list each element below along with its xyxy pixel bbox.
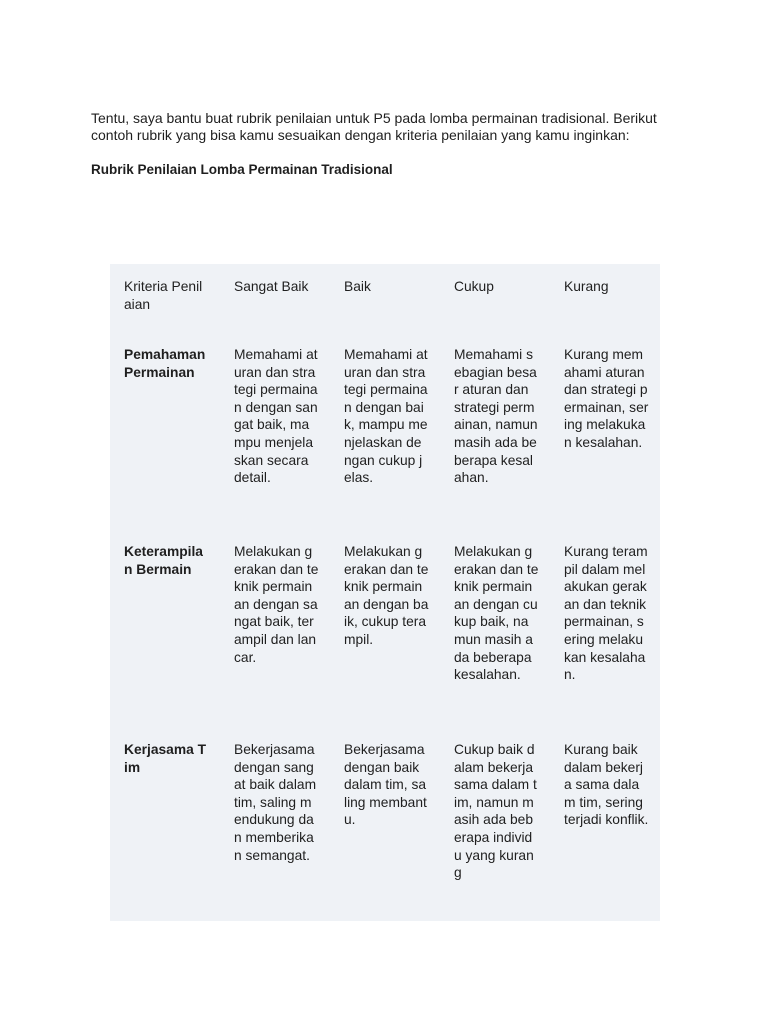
table-cell: Memahami sebagian besar aturan dan strategi permainan, namun masih ada beberapa kesalahan. — [454, 347, 538, 486]
table-header-row — [113, 278, 663, 346]
table-cell: Melakukan gerakan dan teknik permainan dengan baik, cukup terampil. — [344, 544, 429, 647]
header-kurang: Kurang — [564, 279, 609, 294]
rubric-heading: Rubrik Penilaian Lomba Permainan Tradisional — [91, 162, 393, 177]
header-sangat-baik: Sangat Baik — [234, 279, 309, 294]
intro-paragraph: Tentu, saya bantu buat rubrik penilaian untuk P5 pada lomba permainan tradisional. Berikut contoh rubrik yang bisa kamu sesuaikan dengan kriteria penilaian yang kamu inginkan: — [91, 110, 657, 143]
table-cell: Kurang memahami aturan dan strategi permainan, sering melakukan kesalahan. — [564, 347, 649, 450]
table-cell: Cukup baik dalam bekerja sama dalam tim, namun masih ada beberapa individu yang kurang — [454, 742, 537, 881]
table-cell: Melakukan gerakan dan teknik permainan dengan sangat baik, terampil dan lancar. — [234, 544, 319, 665]
header-criteria: Kriteria Penilaian — [124, 279, 203, 312]
table-cell: Memahami aturan dan strategi permainan dengan baik, mampu menjelaskan dengan cukup jelas. — [344, 347, 428, 486]
header-cukup: Cukup — [454, 279, 494, 294]
table-cell: Memahami aturan dan strategi permainan dengan sangat baik, mampu menjelaskan secara detail. — [234, 347, 318, 486]
header-baik: Baik — [344, 279, 371, 294]
criterion-cell: Kerjasama Tim — [124, 742, 207, 775]
table-cell: Bekerjasama dengan sangat baik dalam tim, saling mendukung dan memberikan semangat. — [234, 742, 317, 863]
table-cell: Kurang terampil dalam melakukan gerakan dan teknik permainan, sering melakukan kesalahan. — [564, 544, 648, 683]
table-cell: Bekerjasama dengan baik dalam tim, saling membantu. — [344, 742, 427, 828]
criterion-cell: Keterampilan Bermain — [124, 544, 203, 577]
table-row — [113, 346, 663, 543]
table-row — [113, 543, 663, 741]
rubric-table — [113, 278, 663, 911]
table-cell: Melakukan gerakan dan teknik permainan dengan cukup baik, namun masih ada beberapa kesalahan. — [454, 544, 539, 683]
table-row — [113, 741, 663, 911]
rubric-table-container — [110, 264, 660, 921]
criterion-cell: Pemahaman Permainan — [124, 347, 206, 380]
table-cell: Kurang baik dalam bekerja sama dalam tim, sering terjadi konflik. — [564, 742, 649, 828]
